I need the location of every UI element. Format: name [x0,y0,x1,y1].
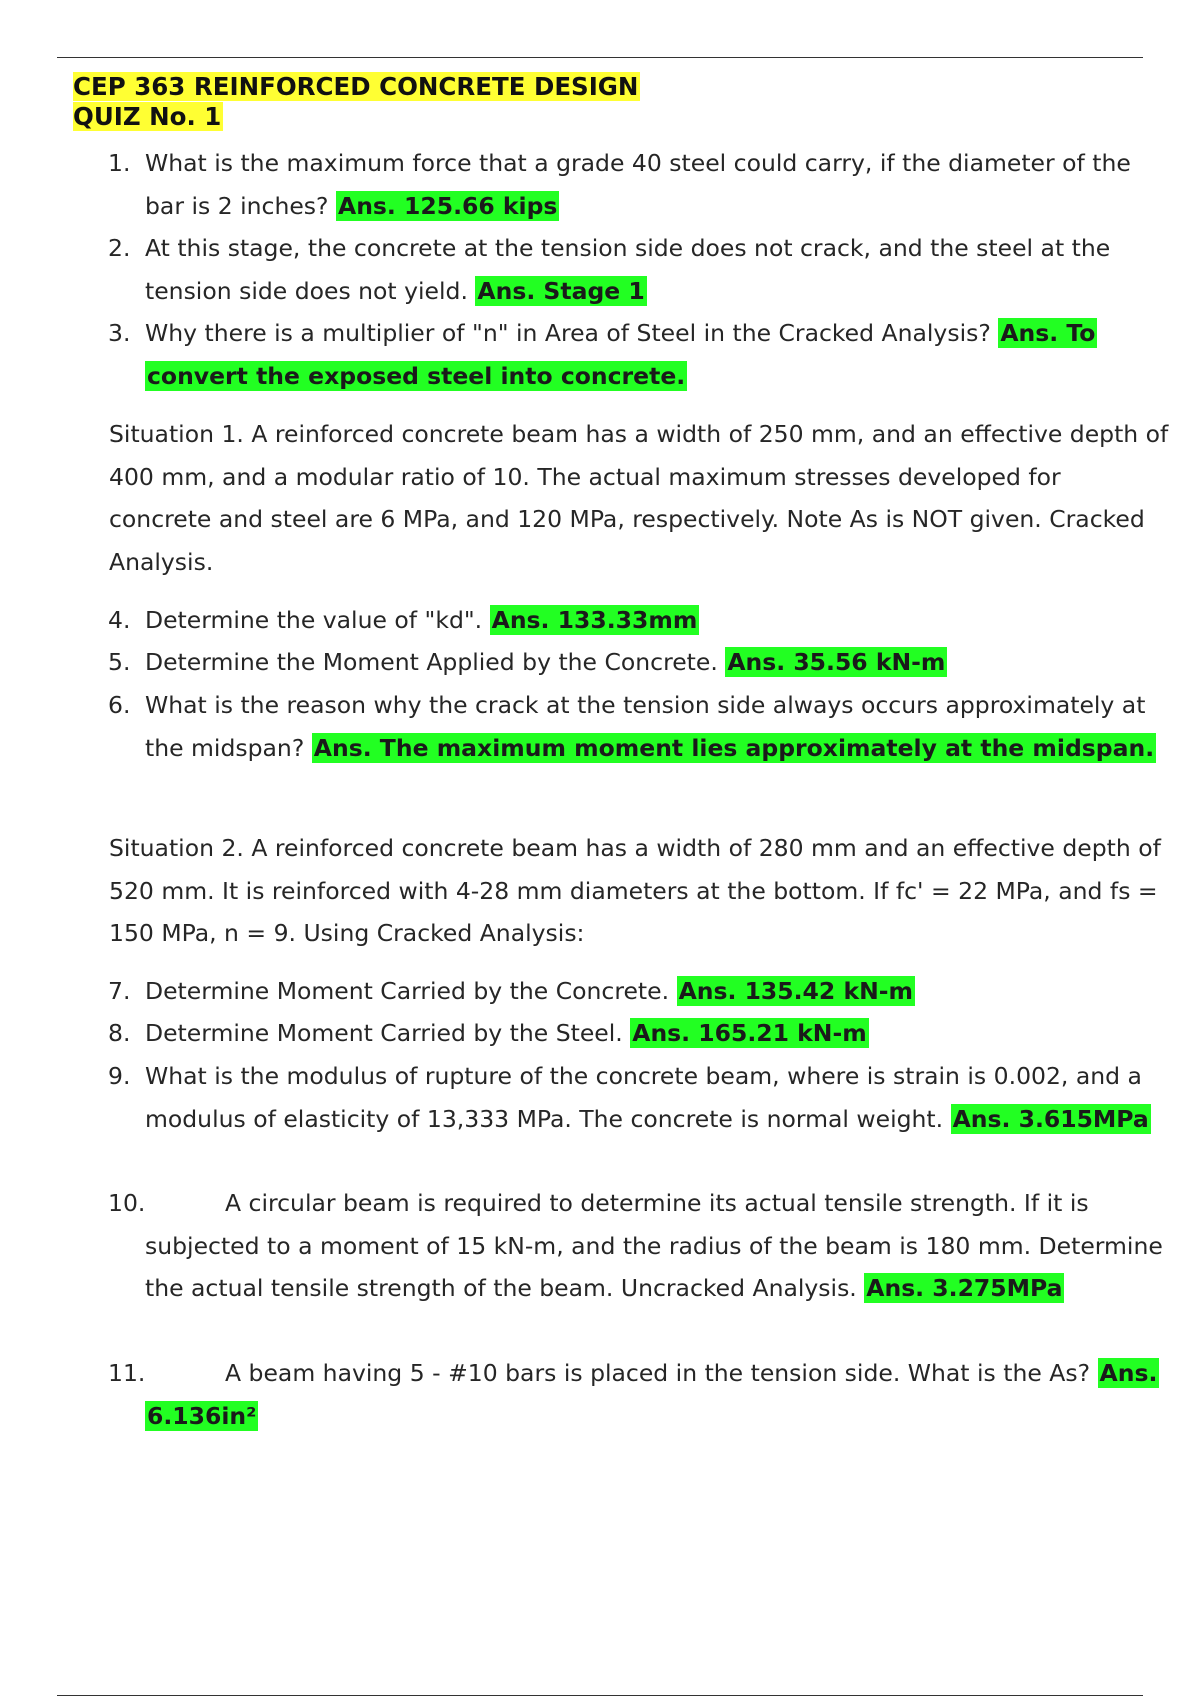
question-9 [108,1055,1168,1140]
question-text: What is the reason why the crack at the tension side always occurs approximately at the midspan? [145,691,1146,762]
situation-1: Situation 1. A reinforced concrete beam has a width of 250 mm, and an effective depth of 400 mm, and a modular ratio of 10. The actual maximum stresses developed for concrete and steel are 6 MPa, and 120 MPa, respectively. Note As is NOT given. Cracked Analysis. [109,420,1169,576]
question-number: 8. [108,1019,131,1047]
question-number: 2. [108,234,131,262]
question-number: 11. [108,1359,146,1387]
question-2 [108,227,1168,312]
answer-highlight: Ans. 135.42 kN-m [678,977,913,1005]
question-6 [108,684,1168,769]
question-text: Determine Moment Carried by the Concrete. [145,977,670,1005]
question-number: 3. [108,319,131,347]
question-5 [108,641,1168,684]
course-title: CEP 363 REINFORCED CONCRETE DESIGN [73,72,639,101]
question-3 [108,312,1168,397]
bottom-rule [57,1695,1143,1696]
question-text: Determine Moment Carried by the Steel. [145,1019,623,1047]
question-number: 7. [108,977,131,1005]
question-7 [108,970,1168,1013]
answer-highlight: Ans. 165.21 kN-m [632,1019,867,1047]
question-text: What is the modulus of rupture of the concrete beam, where is strain is 0.002, and a modulus of elasticity of 13,333 MPa. The concrete is normal weight. [145,1062,1142,1133]
question-text: At this stage, the concrete at the tension side does not crack, and the steel at the tension side does not yield. [145,234,1111,305]
answer-highlight: Ans. 3.615MPa [952,1104,1149,1133]
question-number: 5. [108,648,131,676]
answer-highlight: Ans. 125.66 kips [338,191,558,220]
question-number: 9. [108,1062,131,1090]
question-11 [108,1352,1168,1437]
answer-highlight: Ans. The maximum moment lies approximately at the midspan. [313,733,1155,762]
answer-highlight: Ans. To convert the exposed steel into concrete. [147,319,1096,390]
answer-highlight: Ans. Stage 1 [477,276,645,305]
answer-highlight: Ans. 3.275MPa [866,1274,1063,1302]
question-8 [108,1012,1168,1055]
question-text: A circular beam is required to determine its actual tensile strength. If it is subjected to a moment of 15 kN-m, and the radius of the beam is 180 mm. Determine the actual tensile strength of the beam. Uncracked Analysis. [145,1189,1163,1302]
question-text: Why there is a multiplier of "n" in Area of Steel in the Cracked Analysis? [145,319,991,347]
question-10 [108,1182,1168,1310]
question-number: 1. [108,149,131,177]
question-text: Determine the value of "kd". [145,606,483,634]
question-number: 10. [108,1189,146,1217]
question-text: A beam having 5 - #10 bars is placed in the tension side. What is the As? [225,1359,1091,1387]
answer-highlight: Ans. 6.136in² [147,1359,1158,1430]
quiz-header [73,72,640,132]
question-text: Determine the Moment Applied by the Concrete. [145,648,718,676]
question-number: 6. [108,691,131,719]
answer-highlight: Ans. 133.33mm [491,606,698,634]
situation-2: Situation 2. A reinforced concrete beam has a width of 280 mm and an effective depth of 520 mm. It is reinforced with 4-28 mm diameters at the bottom. If fc' = 22 MPa, and fs = 150 MPa, n = 9. Using Cracked Analysis: [109,834,1161,947]
answer-highlight: Ans. 35.56 kN-m [727,648,946,676]
question-number: 4. [108,606,131,634]
top-rule [57,57,1143,58]
question-4 [108,599,1168,642]
question-text: What is the maximum force that a grade 40 steel could carry, if the diameter of the bar is 2 inches? [145,149,1131,220]
quiz-number: QUIZ No. 1 [73,102,222,131]
question-1 [108,142,1168,227]
